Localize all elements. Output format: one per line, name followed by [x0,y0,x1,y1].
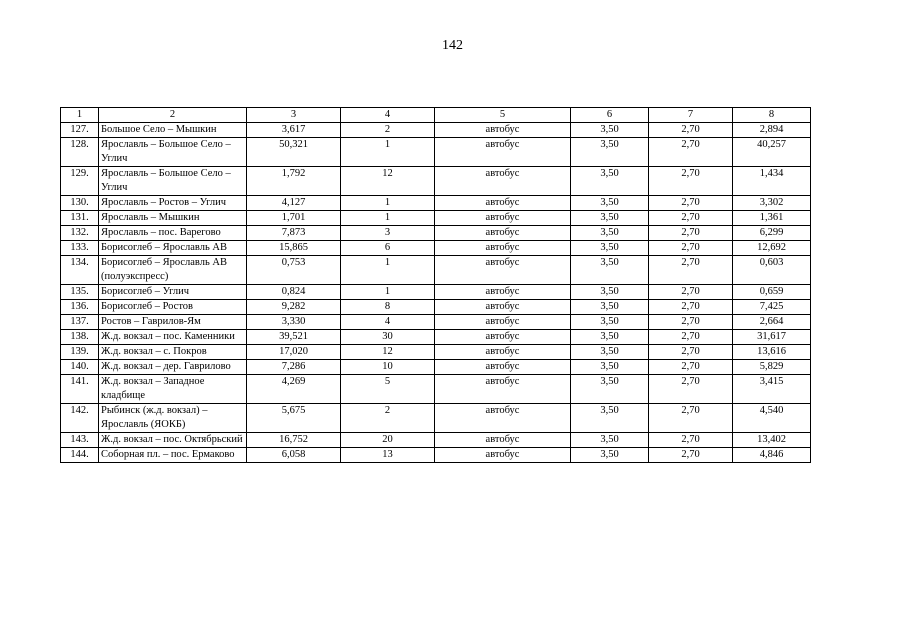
header-cell: 5 [435,108,571,123]
table-row [61,404,811,433]
value-6-cell: 3,50 [571,138,649,167]
table-row [61,433,811,448]
header-row [61,108,811,123]
table-row [61,448,811,463]
table-row [61,138,811,167]
value-6-cell: 3,50 [571,226,649,241]
length-cell: 3,617 [247,123,341,138]
transport-type-cell: автобус [435,360,571,375]
route-name-cell: Борисоглеб – Ярославль АВ [99,241,247,256]
table-row [61,226,811,241]
row-number-cell: 144. [61,448,99,463]
value-6-cell: 3,50 [571,285,649,300]
value-7-cell: 2,70 [649,315,733,330]
table-body [61,123,811,463]
transport-type-cell: автобус [435,448,571,463]
result-cell: 4,846 [733,448,811,463]
length-cell: 4,269 [247,375,341,404]
result-cell: 13,616 [733,345,811,360]
row-number-cell: 143. [61,433,99,448]
value-6-cell: 3,50 [571,123,649,138]
value-6-cell: 3,50 [571,167,649,196]
value-6-cell: 3,50 [571,256,649,285]
row-number-cell: 140. [61,360,99,375]
row-number-cell: 137. [61,315,99,330]
route-name-cell: Борисоглеб – Ростов [99,300,247,315]
row-number-cell: 131. [61,211,99,226]
trips-cell: 2 [341,404,435,433]
length-cell: 50,321 [247,138,341,167]
route-name-cell: Борисоглеб – Углич [99,285,247,300]
page-number: 142 [442,38,463,53]
table-row [61,211,811,226]
result-cell: 40,257 [733,138,811,167]
result-cell: 1,434 [733,167,811,196]
transport-type-cell: автобус [435,315,571,330]
route-name-cell: Борисоглеб – Ярославль АВ (полуэкспресс) [99,256,247,285]
value-7-cell: 2,70 [649,285,733,300]
trips-cell: 12 [341,167,435,196]
trips-cell: 20 [341,433,435,448]
value-7-cell: 2,70 [649,241,733,256]
header-cell: 6 [571,108,649,123]
route-name-cell: Ярославль – Большое Село – Углич [99,167,247,196]
header-cell: 7 [649,108,733,123]
length-cell: 0,824 [247,285,341,300]
length-cell: 17,020 [247,345,341,360]
header-cell: 4 [341,108,435,123]
length-cell: 16,752 [247,433,341,448]
table-row [61,196,811,211]
value-7-cell: 2,70 [649,345,733,360]
row-number-cell: 127. [61,123,99,138]
value-6-cell: 3,50 [571,448,649,463]
row-number-cell: 132. [61,226,99,241]
result-cell: 13,402 [733,433,811,448]
row-number-cell: 138. [61,330,99,345]
route-name-cell: Ростов – Гаврилов-Ям [99,315,247,330]
transport-type-cell: автобус [435,226,571,241]
value-7-cell: 2,70 [649,433,733,448]
route-name-cell: Ж.д. вокзал – Западное кладбище [99,375,247,404]
transport-type-cell: автобус [435,138,571,167]
transport-type-cell: автобус [435,211,571,226]
length-cell: 5,675 [247,404,341,433]
value-6-cell: 3,50 [571,196,649,211]
result-cell: 5,829 [733,360,811,375]
length-cell: 6,058 [247,448,341,463]
result-cell: 3,415 [733,375,811,404]
transport-type-cell: автобус [435,433,571,448]
routes-table [60,107,811,463]
result-cell: 6,299 [733,226,811,241]
value-7-cell: 2,70 [649,138,733,167]
route-name-cell: Соборная пл. – пос. Ермаково [99,448,247,463]
value-6-cell: 3,50 [571,404,649,433]
result-cell: 2,894 [733,123,811,138]
transport-type-cell: автобус [435,404,571,433]
transport-type-cell: автобус [435,123,571,138]
result-cell: 1,361 [733,211,811,226]
length-cell: 7,286 [247,360,341,375]
value-7-cell: 2,70 [649,330,733,345]
trips-cell: 1 [341,138,435,167]
length-cell: 1,701 [247,211,341,226]
result-cell: 0,603 [733,256,811,285]
row-number-cell: 142. [61,404,99,433]
header-cell: 1 [61,108,99,123]
result-cell: 7,425 [733,300,811,315]
trips-cell: 30 [341,330,435,345]
row-number-cell: 136. [61,300,99,315]
transport-type-cell: автобус [435,241,571,256]
value-7-cell: 2,70 [649,360,733,375]
result-cell: 31,617 [733,330,811,345]
value-7-cell: 2,70 [649,211,733,226]
table-row [61,360,811,375]
trips-cell: 8 [341,300,435,315]
result-cell: 0,659 [733,285,811,300]
trips-cell: 1 [341,211,435,226]
value-7-cell: 2,70 [649,448,733,463]
trips-cell: 2 [341,123,435,138]
transport-type-cell: автобус [435,167,571,196]
row-number-cell: 130. [61,196,99,211]
table-row [61,315,811,330]
result-cell: 4,540 [733,404,811,433]
table-row [61,345,811,360]
transport-type-cell: автобус [435,345,571,360]
trips-cell: 3 [341,226,435,241]
trips-cell: 12 [341,345,435,360]
table-row [61,285,811,300]
value-6-cell: 3,50 [571,360,649,375]
route-name-cell: Ж.д. вокзал – пос. Каменники [99,330,247,345]
trips-cell: 1 [341,196,435,211]
table-row [61,330,811,345]
header-cell: 3 [247,108,341,123]
value-7-cell: 2,70 [649,167,733,196]
length-cell: 3,330 [247,315,341,330]
value-6-cell: 3,50 [571,211,649,226]
route-name-cell: Ярославль – Ростов – Углич [99,196,247,211]
row-number-cell: 128. [61,138,99,167]
value-7-cell: 2,70 [649,256,733,285]
value-6-cell: 3,50 [571,315,649,330]
route-name-cell: Большое Село – Мышкин [99,123,247,138]
length-cell: 4,127 [247,196,341,211]
length-cell: 9,282 [247,300,341,315]
transport-type-cell: автобус [435,256,571,285]
length-cell: 15,865 [247,241,341,256]
table-row [61,123,811,138]
trips-cell: 10 [341,360,435,375]
value-6-cell: 3,50 [571,345,649,360]
route-name-cell: Ж.д. вокзал – дер. Гаврилово [99,360,247,375]
table-row [61,256,811,285]
value-7-cell: 2,70 [649,375,733,404]
route-name-cell: Ж.д. вокзал – с. Покров [99,345,247,360]
value-6-cell: 3,50 [571,241,649,256]
result-cell: 3,302 [733,196,811,211]
transport-type-cell: автобус [435,196,571,211]
value-7-cell: 2,70 [649,123,733,138]
transport-type-cell: автобус [435,375,571,404]
table-row [61,300,811,315]
transport-type-cell: автобус [435,285,571,300]
trips-cell: 4 [341,315,435,330]
length-cell: 1,792 [247,167,341,196]
result-cell: 2,664 [733,315,811,330]
route-name-cell: Ярославль – пос. Вареговo [99,226,247,241]
route-name-cell: Ярославль – Большое Село – Углич [99,138,247,167]
value-6-cell: 3,50 [571,300,649,315]
trips-cell: 1 [341,256,435,285]
table-row [61,167,811,196]
route-name-cell: Рыбинск (ж.д. вокзал) – Ярославль (ЯОКБ) [99,404,247,433]
route-name-cell: Ярославль – Мышкин [99,211,247,226]
length-cell: 39,521 [247,330,341,345]
value-6-cell: 3,50 [571,433,649,448]
row-number-cell: 141. [61,375,99,404]
row-number-cell: 139. [61,345,99,360]
row-number-cell: 135. [61,285,99,300]
header-cell: 8 [733,108,811,123]
transport-type-cell: автобус [435,330,571,345]
length-cell: 7,873 [247,226,341,241]
table-row [61,375,811,404]
table-row [61,241,811,256]
trips-cell: 13 [341,448,435,463]
transport-type-cell: автобус [435,300,571,315]
row-number-cell: 133. [61,241,99,256]
row-number-cell: 134. [61,256,99,285]
trips-cell: 5 [341,375,435,404]
result-cell: 12,692 [733,241,811,256]
value-6-cell: 3,50 [571,330,649,345]
trips-cell: 1 [341,285,435,300]
value-6-cell: 3,50 [571,375,649,404]
value-7-cell: 2,70 [649,404,733,433]
row-number-cell: 129. [61,167,99,196]
value-7-cell: 2,70 [649,300,733,315]
length-cell: 0,753 [247,256,341,285]
route-name-cell: Ж.д. вокзал – пос. Октябрьский [99,433,247,448]
trips-cell: 6 [341,241,435,256]
value-7-cell: 2,70 [649,196,733,211]
value-7-cell: 2,70 [649,226,733,241]
header-cell: 2 [99,108,247,123]
